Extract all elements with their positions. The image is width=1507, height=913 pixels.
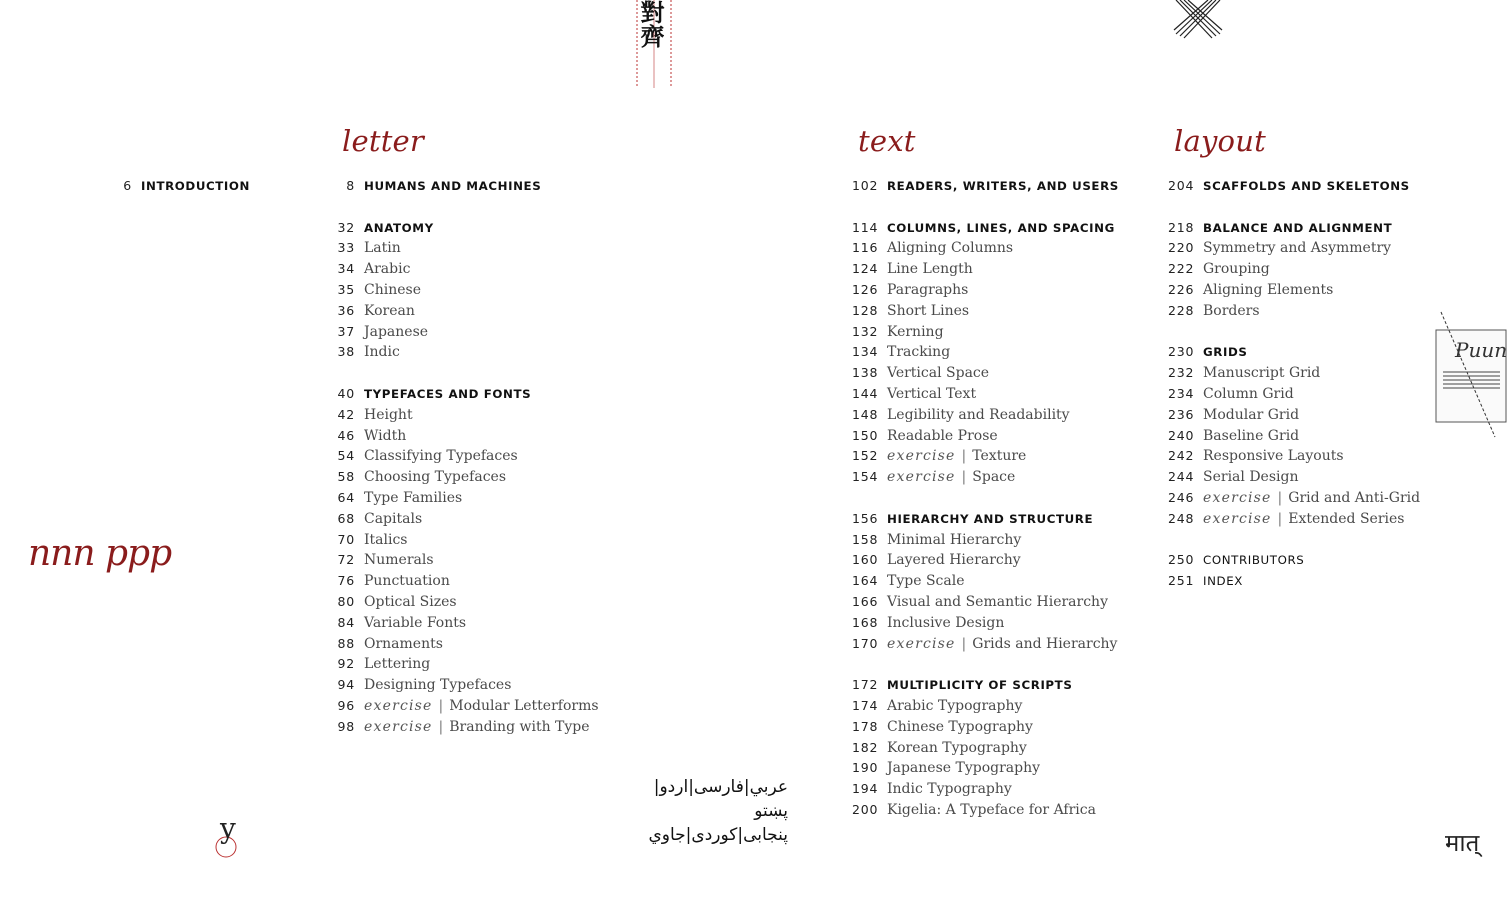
chapter-label: Tracking — [887, 344, 951, 361]
chapter-label: Numerals — [364, 552, 434, 569]
toc-row[interactable] — [1168, 220, 1420, 241]
section-label: ANATOMY — [364, 220, 434, 235]
page-number: 116 — [852, 240, 879, 256]
toc-row[interactable] — [852, 261, 1119, 282]
toc-row[interactable] — [336, 407, 599, 428]
page-number: 124 — [852, 261, 879, 277]
toc-row[interactable] — [113, 178, 250, 199]
y-glyph: y — [220, 812, 236, 845]
chapter-label: Vertical Space — [887, 365, 990, 382]
chapter-label: Symmetry and Asymmetry — [1203, 240, 1392, 257]
chapter-label: Height — [364, 406, 413, 423]
section-label: TYPEFACES AND FONTS — [364, 386, 532, 401]
toc-list — [336, 178, 599, 740]
page-number: 42 — [337, 406, 355, 422]
toc-row[interactable] — [852, 760, 1119, 781]
page-number: 32 — [337, 219, 355, 235]
toc-row[interactable] — [1168, 552, 1420, 573]
chapter-label: Grouping — [1203, 261, 1270, 278]
chapter-label: Arabic Typography — [887, 697, 1023, 714]
chapter-label: Inclusive Design — [887, 614, 1005, 631]
page-number: 160 — [852, 552, 879, 568]
page-number: 220 — [1168, 240, 1195, 256]
chapter-label: Aligning Columns — [887, 240, 1014, 257]
chapter-label: Modular Grid — [1203, 406, 1300, 423]
section-label: SCAFFOLDS AND SKELETONS — [1203, 179, 1410, 193]
page-number: 37 — [337, 323, 355, 339]
page-number: 200 — [852, 801, 879, 817]
page-number: 144 — [852, 385, 879, 401]
page-number: 58 — [337, 469, 355, 485]
chapter-label: Serial Design — [1203, 469, 1299, 486]
toc-row[interactable] — [852, 573, 1119, 594]
page-number: 228 — [1168, 302, 1195, 318]
toc-row[interactable] — [1168, 407, 1420, 428]
devanagari-sample: मात् — [1445, 829, 1480, 857]
chapter-label: Width — [364, 427, 407, 444]
toc-row[interactable] — [336, 490, 599, 511]
page-number: 88 — [337, 635, 355, 651]
toc-row[interactable] — [852, 781, 1119, 802]
toc-row[interactable] — [852, 802, 1119, 823]
page-number: 76 — [337, 573, 355, 589]
chapter-label: Japanese Typography — [887, 760, 1041, 777]
chapter-label: Korean Typography — [887, 739, 1027, 756]
exercise-tag: exercise — [364, 718, 433, 735]
chapter-label: Responsive Layouts — [1203, 448, 1344, 465]
chapter-label: Readable Prose — [887, 427, 998, 444]
page-number: 34 — [337, 261, 355, 277]
toc-row[interactable] — [1168, 344, 1420, 365]
letter-samples-illustration: nnn ppp — [28, 533, 172, 574]
exercise-label: Texture — [972, 448, 1027, 465]
spacer — [1168, 532, 1420, 553]
page-number: 204 — [1168, 178, 1195, 193]
toc-row[interactable] — [852, 220, 1119, 241]
exercise-tag: exercise — [364, 697, 433, 714]
toc-row[interactable] — [1168, 490, 1420, 511]
toc-row[interactable] — [336, 532, 599, 553]
chapter-label: Italics — [364, 531, 408, 548]
page-number: 156 — [852, 510, 879, 526]
toc-row[interactable] — [1168, 448, 1420, 469]
page-number: 164 — [852, 573, 879, 589]
page-number: 194 — [852, 781, 879, 797]
page-number: 54 — [337, 448, 355, 464]
exercise-label: Grid and Anti-Grid — [1288, 489, 1421, 506]
chapter-label: CONTRIBUTORS — [1203, 553, 1305, 568]
page-number: 35 — [337, 281, 355, 297]
page-number: 232 — [1168, 365, 1195, 381]
toc-row[interactable] — [852, 407, 1119, 428]
page-number: 8 — [346, 178, 355, 193]
toc-row[interactable] — [1168, 365, 1420, 386]
page-number: 242 — [1168, 448, 1195, 464]
chapter-label: Column Grid — [1203, 385, 1294, 402]
toc-row[interactable] — [852, 428, 1119, 449]
toc-row[interactable] — [336, 636, 599, 657]
chapter-label: Manuscript Grid — [1203, 365, 1321, 382]
toc-row[interactable] — [852, 365, 1119, 386]
page-number: 102 — [852, 178, 879, 193]
chapter-label: Capitals — [364, 510, 423, 527]
spacer — [852, 656, 1119, 677]
toc-row[interactable] — [1168, 282, 1420, 303]
toc-row[interactable] — [1168, 428, 1420, 449]
page-number: 182 — [852, 739, 879, 755]
manuscript-illustration — [1435, 312, 1507, 437]
exercise-tag: exercise — [1203, 510, 1272, 527]
chapter-label: INDEX — [1203, 574, 1243, 589]
toc-row[interactable] — [336, 594, 599, 615]
separator: | — [438, 697, 444, 714]
toc-row[interactable] — [852, 324, 1119, 345]
chapter-label: Paragraphs — [887, 281, 969, 298]
page-number: 218 — [1168, 219, 1195, 235]
page-number: 132 — [852, 323, 879, 339]
toc-row[interactable] — [852, 740, 1119, 761]
toc-row[interactable] — [336, 719, 599, 740]
toc-row[interactable] — [336, 469, 599, 490]
toc-row[interactable] — [336, 178, 599, 199]
y-glyph-illustration — [212, 814, 242, 864]
chapter-label: Ornaments — [364, 635, 443, 652]
toc-row[interactable] — [852, 303, 1119, 324]
chapter-label: Minimal Hierarchy — [887, 531, 1022, 548]
page-number: 80 — [337, 593, 355, 609]
toc-row[interactable] — [1168, 386, 1420, 407]
page-number: 126 — [852, 281, 879, 297]
toc-list — [852, 178, 1119, 823]
chapter-label: Aligning Elements — [1203, 281, 1334, 298]
page-number: 250 — [1168, 552, 1195, 568]
toc-row[interactable] — [852, 344, 1119, 365]
separator: | — [1277, 489, 1283, 506]
exercise-label: Space — [972, 469, 1016, 486]
toc-row[interactable] — [336, 511, 599, 532]
chapter-label: Arabic — [364, 261, 411, 278]
page-number: 128 — [852, 302, 879, 318]
separator: | — [961, 469, 967, 486]
section-label: HUMANS AND MACHINES — [364, 179, 542, 193]
toc-row[interactable] — [1168, 178, 1420, 199]
exercise-tag: exercise — [887, 448, 956, 465]
toc-row[interactable] — [336, 698, 599, 719]
chapter-label: Optical Sizes — [364, 593, 457, 610]
page-number: 94 — [337, 677, 355, 693]
page-number: 38 — [337, 344, 355, 360]
column-title: layout — [1174, 124, 1266, 158]
toc-row[interactable] — [336, 261, 599, 282]
chapter-label: Lettering — [364, 656, 431, 673]
page-number: 152 — [852, 448, 879, 464]
section-label: COLUMNS, LINES, AND SPACING — [887, 220, 1115, 235]
separator: | — [438, 718, 444, 735]
arabic-line-2: پنجابی|کوردی|جاوي — [648, 825, 788, 845]
toc-row[interactable] — [852, 386, 1119, 407]
chapter-label: Visual and Semantic Hierarchy — [887, 593, 1108, 610]
chapter-label: Indic Typography — [887, 781, 1012, 798]
spacer — [852, 490, 1119, 511]
page-number: 6 — [123, 178, 132, 193]
toc-row[interactable] — [336, 282, 599, 303]
page-number: 170 — [852, 635, 879, 651]
page-number: 46 — [337, 427, 355, 443]
spacer — [1168, 199, 1420, 220]
page-number: 158 — [852, 531, 879, 547]
toc-row[interactable] — [1168, 240, 1420, 261]
page-number: 64 — [337, 489, 355, 505]
toc-row[interactable] — [852, 282, 1119, 303]
toc-row[interactable] — [336, 428, 599, 449]
toc-row[interactable] — [336, 344, 599, 365]
separator: | — [961, 635, 967, 652]
chapter-label: Short Lines — [887, 302, 970, 319]
page-number: 240 — [1168, 427, 1195, 443]
exercise-label: Branding with Type — [449, 718, 590, 735]
toc-row[interactable] — [1168, 469, 1420, 490]
section-label: INTRODUCTION — [141, 179, 250, 193]
cjk-glyphs: 對齊 — [636, 0, 664, 48]
chapter-label: Indic — [364, 344, 400, 361]
chapter-label: Kigelia: A Typeface for Africa — [887, 801, 1096, 818]
toc-row[interactable] — [852, 532, 1119, 553]
toc-row[interactable] — [852, 719, 1119, 740]
manuscript-word: Puun — [1455, 338, 1507, 362]
chapter-label: Chinese — [364, 281, 421, 298]
page-number: 166 — [852, 593, 879, 609]
toc-row[interactable] — [336, 386, 599, 407]
section-label: READERS, WRITERS, AND USERS — [887, 179, 1119, 193]
page-number: 138 — [852, 365, 879, 381]
toc-row[interactable] — [336, 656, 599, 677]
chapter-label: Chinese Typography — [887, 718, 1033, 735]
chapter-label: Borders — [1203, 302, 1260, 319]
arabic-line-1: عربي|فارسی|اردو|پښتو — [653, 777, 788, 821]
section-label: HIERARCHY AND STRUCTURE — [887, 511, 1094, 526]
page-number: 33 — [337, 240, 355, 256]
exercise-label: Extended Series — [1288, 510, 1405, 527]
page-number: 172 — [852, 677, 879, 693]
spacer — [1168, 324, 1420, 345]
section-label: BALANCE AND ALIGNMENT — [1203, 220, 1393, 235]
page-number: 248 — [1168, 510, 1195, 526]
page-number: 154 — [852, 469, 879, 485]
chapter-label: Latin — [364, 240, 401, 257]
page-number: 40 — [337, 385, 355, 401]
page-number: 134 — [852, 344, 879, 360]
page-number: 236 — [1168, 406, 1195, 422]
toc-list — [1168, 178, 1420, 594]
cjk-vertical-text-illustration — [633, 0, 675, 88]
chapter-label: Legibility and Readability — [887, 406, 1070, 423]
chapter-label: Designing Typefaces — [364, 677, 512, 694]
arabic-script-sample — [628, 775, 788, 847]
toc-row[interactable] — [1168, 303, 1420, 324]
page-number: 92 — [337, 656, 355, 672]
page-number: 226 — [1168, 281, 1195, 297]
chapter-label: Type Families — [364, 489, 463, 506]
toc-row[interactable] — [852, 448, 1119, 469]
toc-row[interactable] — [336, 303, 599, 324]
exercise-tag: exercise — [887, 635, 956, 652]
page-number: 98 — [337, 718, 355, 734]
page-number: 234 — [1168, 385, 1195, 401]
section-label: GRIDS — [1203, 345, 1248, 360]
toc-row[interactable] — [336, 573, 599, 594]
exercise-label: Grids and Hierarchy — [972, 635, 1118, 652]
page-number: 148 — [852, 406, 879, 422]
toc-row[interactable] — [336, 615, 599, 636]
page-number: 72 — [337, 552, 355, 568]
page-number: 84 — [337, 614, 355, 630]
exercise-label: Modular Letterforms — [449, 697, 599, 714]
toc-row[interactable] — [1168, 511, 1420, 532]
page-number: 70 — [337, 531, 355, 547]
page-number: 190 — [852, 760, 879, 776]
crossing-lines-icon — [1174, 0, 1224, 44]
toc-row[interactable] — [1168, 573, 1420, 594]
spacer — [336, 199, 599, 220]
page-number: 178 — [852, 718, 879, 734]
page-number: 244 — [1168, 469, 1195, 485]
toc-row[interactable] — [852, 677, 1119, 698]
page-number: 68 — [337, 510, 355, 526]
page-number: 114 — [852, 219, 879, 235]
toc-row[interactable] — [852, 552, 1119, 573]
chapter-label: Kerning — [887, 323, 944, 340]
separator: | — [961, 448, 967, 465]
toc-row[interactable] — [336, 240, 599, 261]
page-number: 36 — [337, 302, 355, 318]
chapter-label: Punctuation — [364, 573, 450, 590]
toc-row[interactable] — [336, 324, 599, 345]
page-number: 150 — [852, 427, 879, 443]
toc-row[interactable] — [336, 448, 599, 469]
toc-row[interactable] — [852, 511, 1119, 532]
separator: | — [1277, 510, 1283, 527]
column-title: text — [858, 124, 916, 158]
spacer — [336, 365, 599, 386]
column-title: letter — [342, 124, 424, 158]
toc-row[interactable] — [1168, 261, 1420, 282]
page-number: 174 — [852, 697, 879, 713]
chapter-label: Variable Fonts — [364, 614, 467, 631]
page-number: 230 — [1168, 344, 1195, 360]
page-number: 222 — [1168, 261, 1195, 277]
page-number: 251 — [1168, 573, 1195, 589]
toc-row[interactable] — [852, 178, 1119, 199]
spacer — [852, 199, 1119, 220]
exercise-tag: exercise — [887, 469, 956, 486]
toc-row[interactable] — [852, 594, 1119, 615]
chapter-label: Baseline Grid — [1203, 427, 1300, 444]
chapter-label: Choosing Typefaces — [364, 469, 507, 486]
page-number: 96 — [337, 697, 355, 713]
toc-row[interactable] — [336, 677, 599, 698]
section-label: MULTIPLICITY OF SCRIPTS — [887, 678, 1073, 693]
chapter-label: Layered Hierarchy — [887, 552, 1021, 569]
exercise-tag: exercise — [1203, 489, 1272, 506]
chapter-label: Vertical Text — [887, 385, 977, 402]
toc-row[interactable] — [852, 469, 1119, 490]
toc-row[interactable] — [852, 698, 1119, 719]
page-number: 246 — [1168, 489, 1195, 505]
toc-row[interactable] — [852, 240, 1119, 261]
toc-row[interactable] — [336, 552, 599, 573]
chapter-label: Line Length — [887, 261, 973, 278]
page-number: 168 — [852, 614, 879, 630]
intro-entry — [113, 178, 250, 199]
toc-row[interactable] — [336, 220, 599, 241]
toc-row[interactable] — [852, 615, 1119, 636]
chapter-label: Type Scale — [887, 573, 965, 590]
chapter-label: Japanese — [364, 323, 429, 340]
chapter-label: Korean — [364, 302, 415, 319]
chapter-label: Classifying Typefaces — [364, 448, 518, 465]
toc-row[interactable] — [852, 636, 1119, 657]
